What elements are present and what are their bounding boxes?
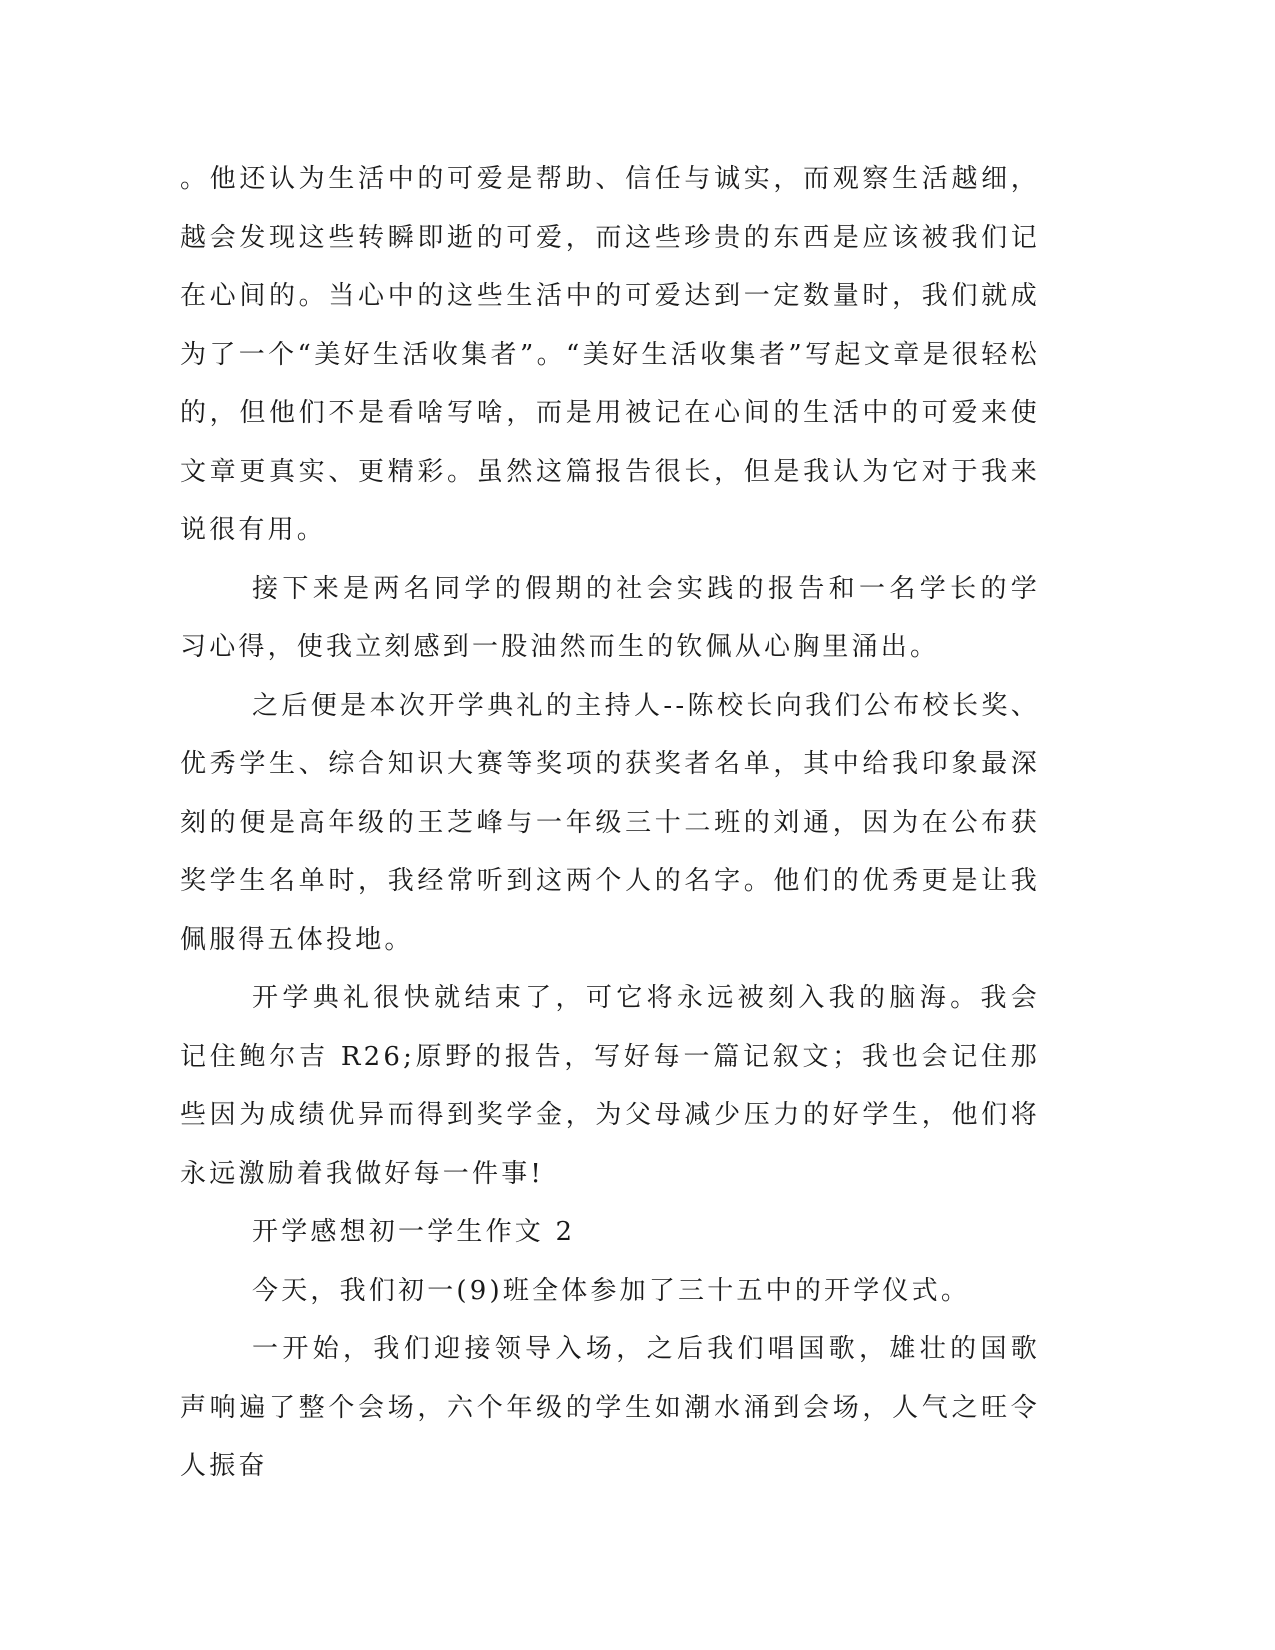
paragraph-opening: 一开始，我们迎接领导入场，之后我们唱国歌，雄壮的国歌声响遍了整个会场，六个年级的学生如潮水涌到会场，人气之旺令人振奋 [180, 1334, 1040, 1481]
essay-heading: 开学感想初一学生作文 2 [252, 1217, 576, 1247]
paragraph-award-winners: 之后便是本次开学典礼的主持人--陈校长向我们公布校长奖、优秀学生、综合知识大赛等奖项的获奖者名单，其中给我印象最深刻的便是高年级的王芝峰与一年级三十二班的刘通，因为在公布获奖学生名单时，我经常听到这两个人的名字。他们的优秀更是让我佩服得五体投地。 [180, 690, 1040, 955]
paragraph-ceremony-ending: 开学典礼很快就结束了，可它将永远被刻入我的脑海。我会记住鲍尔吉 R26;原野的报告，写好每一篇记叙文；我也会记住那些因为成绩优异而得到奖学金，为父母减少压力的好学生，他们将永远激励着我做好每一件事! [180, 983, 1040, 1189]
paragraph-continuation: 。他还认为生活中的可爱是帮助、信任与诚实，而观察生活越细，越会发现这些转瞬即逝的可爱，而这些珍贵的东西是应该被我们记在心间的。当心中的这些生活中的可爱达到一定数量时，我们就成为了一个“美好生活收集者”。“美好生活收集者”写起文章是很轻松的，但他们不是看啥写啥，而是用被记在心间的生活中的可爱来使文章更真实、更精彩。虽然这篇报告很长，但是我认为它对于我来说很有用。 [180, 164, 1040, 545]
paragraph-today: 今天，我们初一(9)班全体参加了三十五中的开学仪式。 [252, 1275, 971, 1306]
paragraph-practice-reports: 接下来是两名同学的假期的社会实践的报告和一名学长的学习心得，使我立刻感到一股油然而生的钦佩从心胸里涌出。 [180, 573, 1040, 662]
document-body [180, 150, 1040, 1496]
